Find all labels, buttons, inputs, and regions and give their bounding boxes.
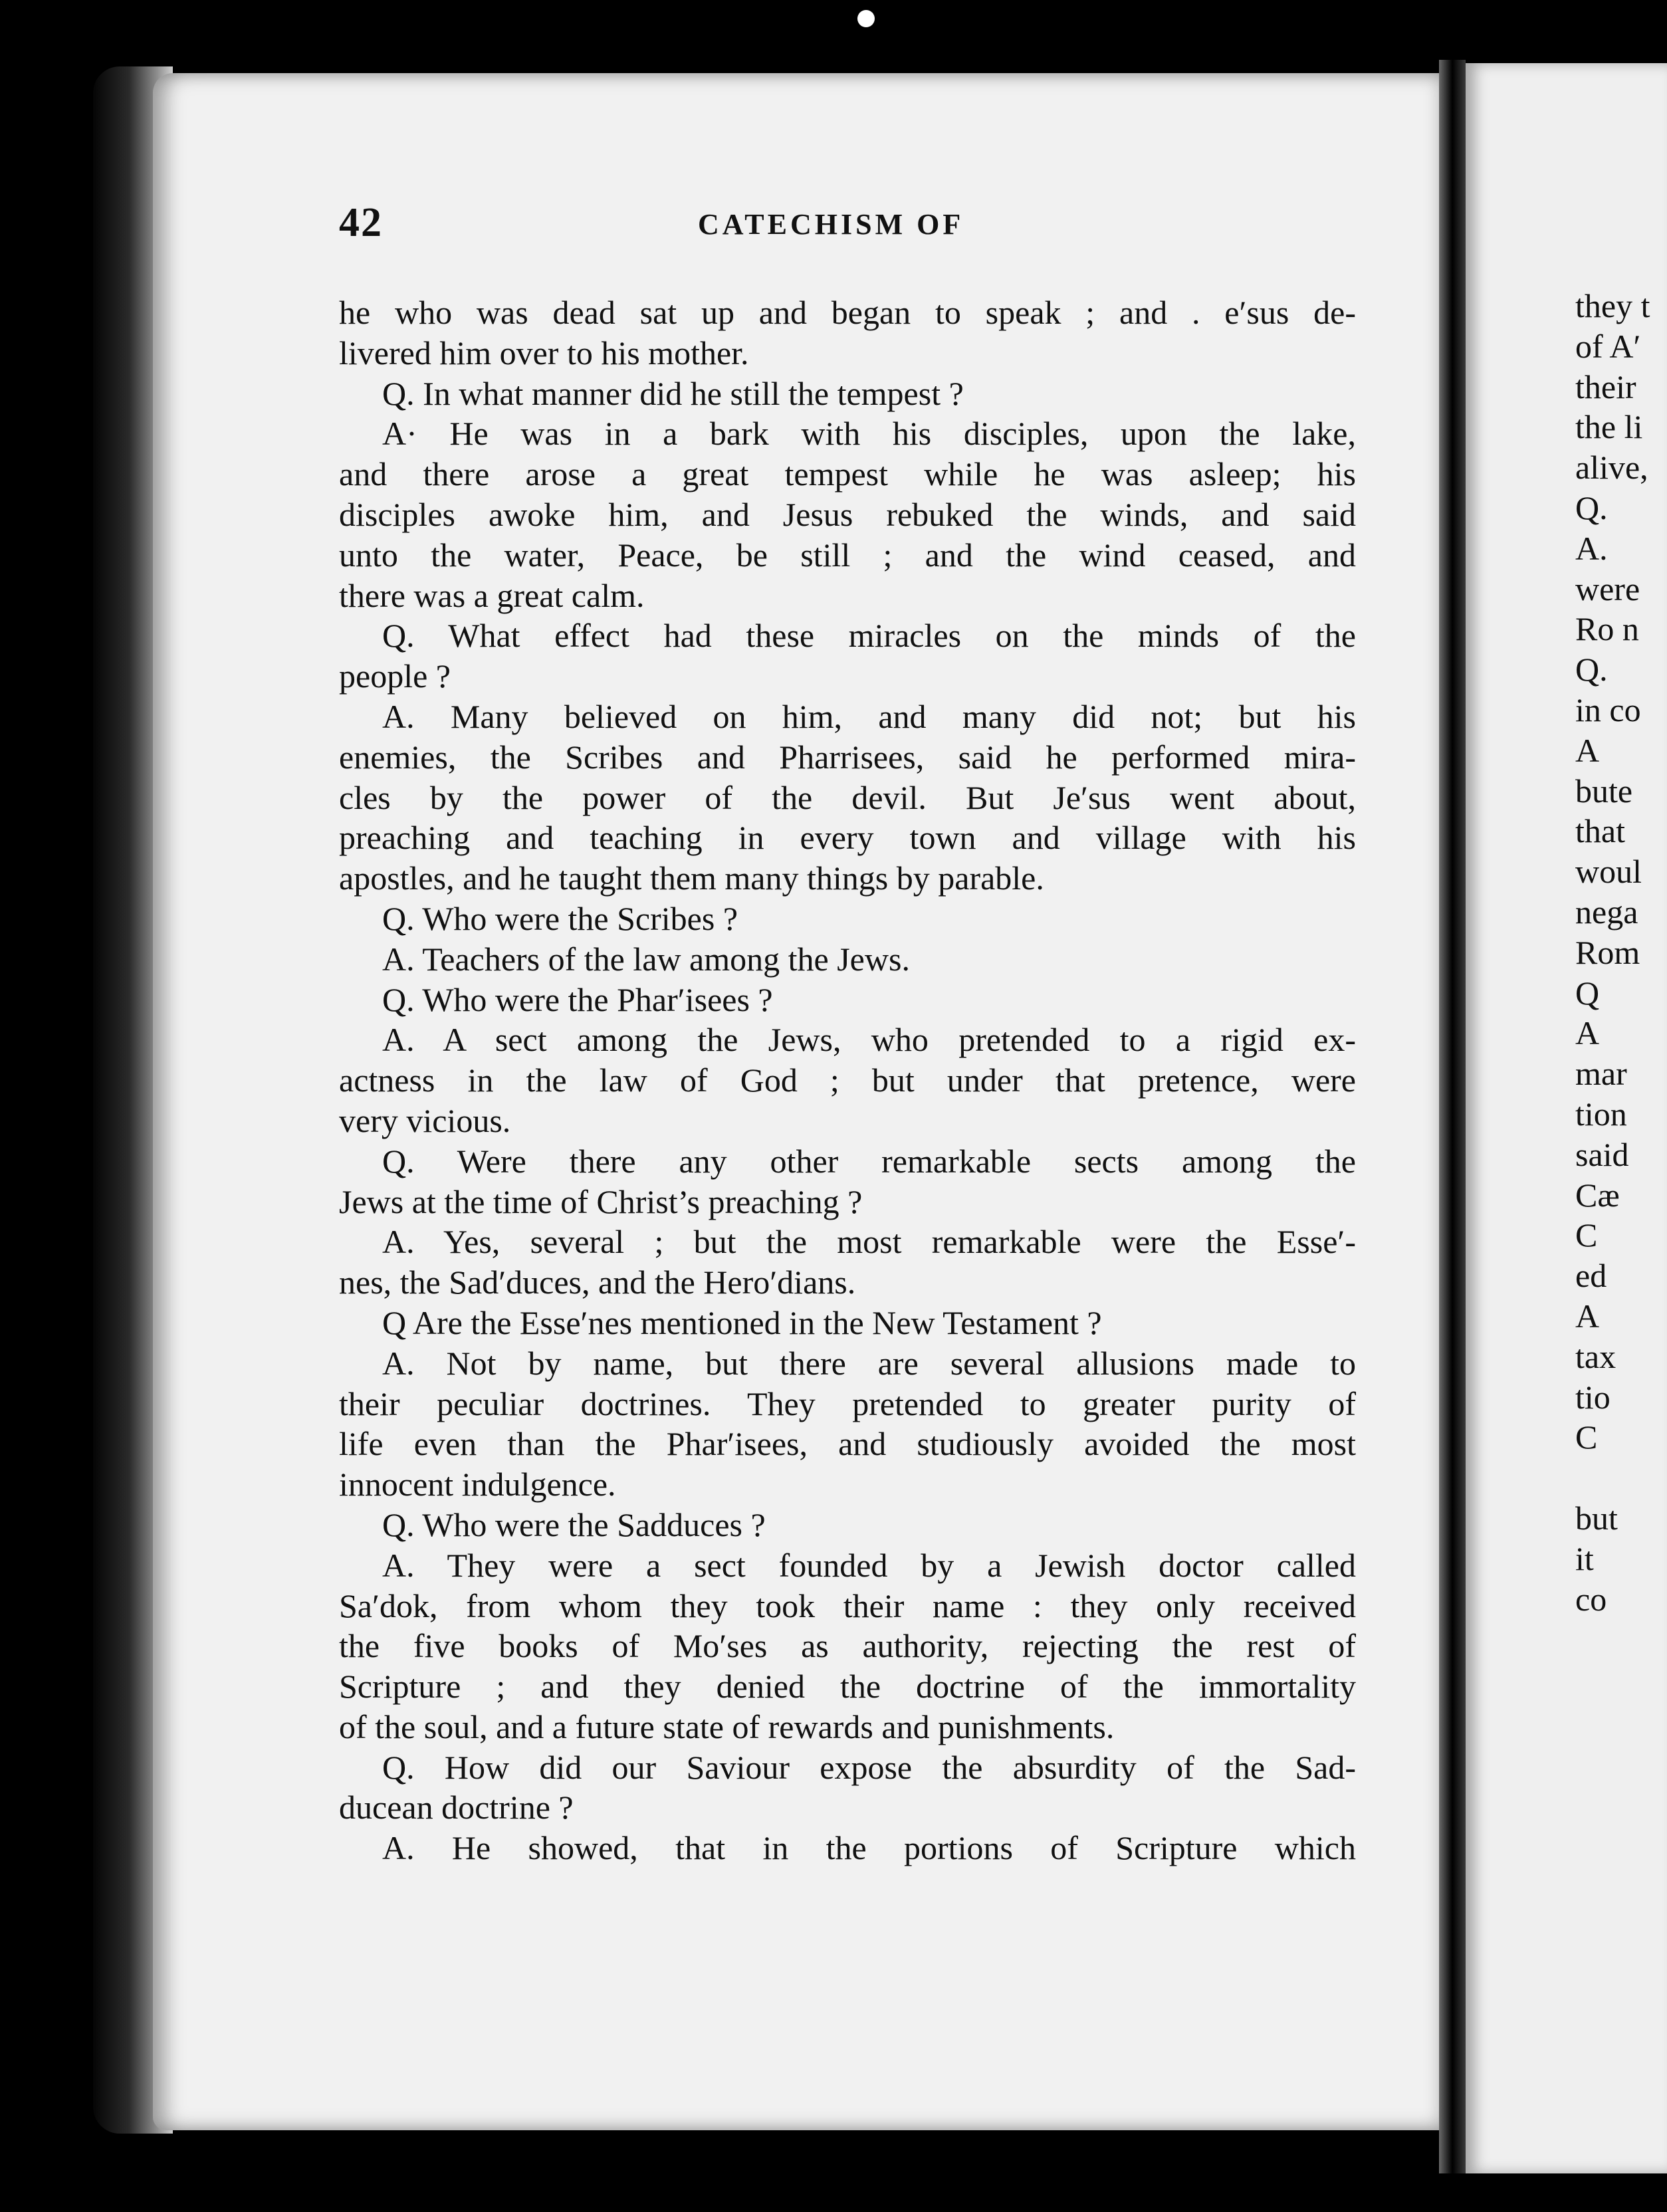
- partial-text-line: woul: [1575, 853, 1642, 891]
- text-line: ducean doctrine ?: [339, 1789, 574, 1826]
- text-line: Jews at the time of Christ’s preaching ?: [339, 1182, 863, 1220]
- text-line: apostles, and he taught them many things by parable.: [339, 859, 1044, 897]
- text-line: Q Are the Esse′nes mentioned in the New Testament ?: [382, 1303, 1102, 1341]
- text-line: of the soul, and a future state of rewards and punishments.: [339, 1708, 1115, 1745]
- partial-text-line: but: [1575, 1499, 1618, 1537]
- text-line: Q. In what manner did he still the tempest ?: [382, 374, 964, 412]
- text-line: A. A sect among the Jews, who pretended to a rigid ex-: [382, 1021, 1356, 1059]
- text-line: people ?: [339, 657, 451, 695]
- partial-text-line: it: [1575, 1539, 1594, 1577]
- text-line: A. They were a sect founded by a Jewish doctor called: [382, 1546, 1356, 1584]
- text-line: there was a great calm.: [339, 576, 645, 614]
- partial-text-line: [1575, 1458, 1667, 1498]
- partial-text-line: of A′: [1575, 327, 1641, 365]
- partial-text-line: were: [1575, 570, 1640, 608]
- partial-text-line: their: [1575, 368, 1636, 405]
- text-line: A. Not by name, but there are several allusions made to: [382, 1344, 1356, 1382]
- partial-text-line: nega: [1575, 893, 1638, 931]
- partial-text-line: A: [1575, 1297, 1600, 1335]
- text-line: A. Teachers of the law among the Jews.: [382, 940, 910, 978]
- text-line: the five books of Mo′ses as authority, rejecting the rest of: [339, 1627, 1356, 1665]
- text-line: Q. Who were the Scribes ?: [382, 899, 738, 937]
- text-line: Q. Were there any other remarkable sects among the: [382, 1142, 1356, 1180]
- partial-text-line: said: [1575, 1135, 1629, 1173]
- partial-text-line: A: [1575, 731, 1600, 769]
- text-line: and there arose a great tempest while he was asleep; his: [339, 455, 1356, 493]
- partial-text-line: mar: [1575, 1055, 1627, 1093]
- text-line: enemies, the Scribes and Pharrisees, said he performed mira-: [339, 738, 1356, 776]
- text-line: Q. What effect had these miracles on the minds of the: [382, 617, 1356, 655]
- partial-text-line: C: [1575, 1216, 1598, 1254]
- text-line: he who was dead sat up and began to speak ; and . e′sus de-: [339, 294, 1356, 331]
- text-line: Scripture ; and they denied the doctrine of the immortality: [339, 1668, 1356, 1706]
- text-line: disciples awoke him, and Jesus rebuked the winds, and said: [339, 495, 1356, 533]
- text-line: preaching and teaching in every town and village with his: [339, 819, 1356, 857]
- partial-text-line: the li: [1575, 408, 1643, 446]
- partial-text-line: C: [1575, 1418, 1598, 1456]
- text-line: A. Yes, several ; but the most remarkable were the Esse′-: [382, 1223, 1356, 1261]
- partial-text-line: they t: [1575, 287, 1650, 324]
- text-line: their peculiar doctrines. They pretended to greater purity of: [339, 1384, 1356, 1422]
- partial-text-line: tio: [1575, 1378, 1611, 1416]
- partial-text-line: tion: [1575, 1095, 1627, 1133]
- partial-text-line: A.: [1575, 529, 1608, 567]
- partial-text-line: co: [1575, 1580, 1607, 1618]
- text-line: unto the water, Peace, be still ; and the wind ceased, and: [339, 536, 1356, 574]
- partial-text-line: that: [1575, 812, 1625, 850]
- text-line: cles by the power of the devil. But Je′sus went about,: [339, 778, 1356, 816]
- partial-text-line: Ro n: [1575, 610, 1639, 648]
- partial-text-line: Q.: [1575, 651, 1608, 689]
- text-line: Q. Who were the Sadduces ?: [382, 1505, 766, 1543]
- page-number: 42: [339, 200, 383, 245]
- partial-text-line: alive,: [1575, 449, 1648, 487]
- text-line: innocent indulgence.: [339, 1466, 616, 1503]
- text-line: actness in the law of God ; but under that pretence, were: [339, 1061, 1356, 1099]
- left-page-text: [339, 292, 1356, 1868]
- text-line: Q. How did our Saviour expose the absurdity of the Sad-: [382, 1748, 1356, 1786]
- text-line: Sa′dok, from whom they took their name : they only received: [339, 1587, 1356, 1624]
- text-line: A· He was in a bark with his disciples, upon the lake,: [382, 415, 1356, 453]
- partial-text-line: Rom: [1575, 933, 1640, 971]
- running-head: CATECHISM OF: [698, 208, 964, 241]
- partial-text-line: bute: [1575, 772, 1633, 810]
- text-line: very vicious.: [339, 1101, 511, 1139]
- right-page-partial-text: [1575, 286, 1667, 1619]
- text-line: life even than the Phar′isees, and studiously avoided the most: [339, 1425, 1356, 1463]
- partial-text-line: Cæ: [1575, 1176, 1620, 1214]
- text-line: nes, the Sad′duces, and the Hero′dians.: [339, 1264, 856, 1301]
- text-line: A. He showed, that in the portions of Scripture which: [382, 1829, 1356, 1867]
- text-line: Q. Who were the Phar′isees ?: [382, 980, 773, 1018]
- partial-text-line: ed: [1575, 1257, 1607, 1295]
- partial-text-line: tax: [1575, 1337, 1616, 1375]
- scan-speck: [857, 10, 875, 27]
- partial-text-line: in co: [1575, 691, 1641, 728]
- partial-text-line: Q: [1575, 974, 1600, 1012]
- partial-text-line: A: [1575, 1014, 1600, 1052]
- partial-text-line: Q.: [1575, 489, 1608, 526]
- book-gutter: [1439, 60, 1466, 2173]
- text-line: livered him over to his mother.: [339, 334, 749, 372]
- text-line: A. Many believed on him, and many did not; but his: [382, 697, 1356, 735]
